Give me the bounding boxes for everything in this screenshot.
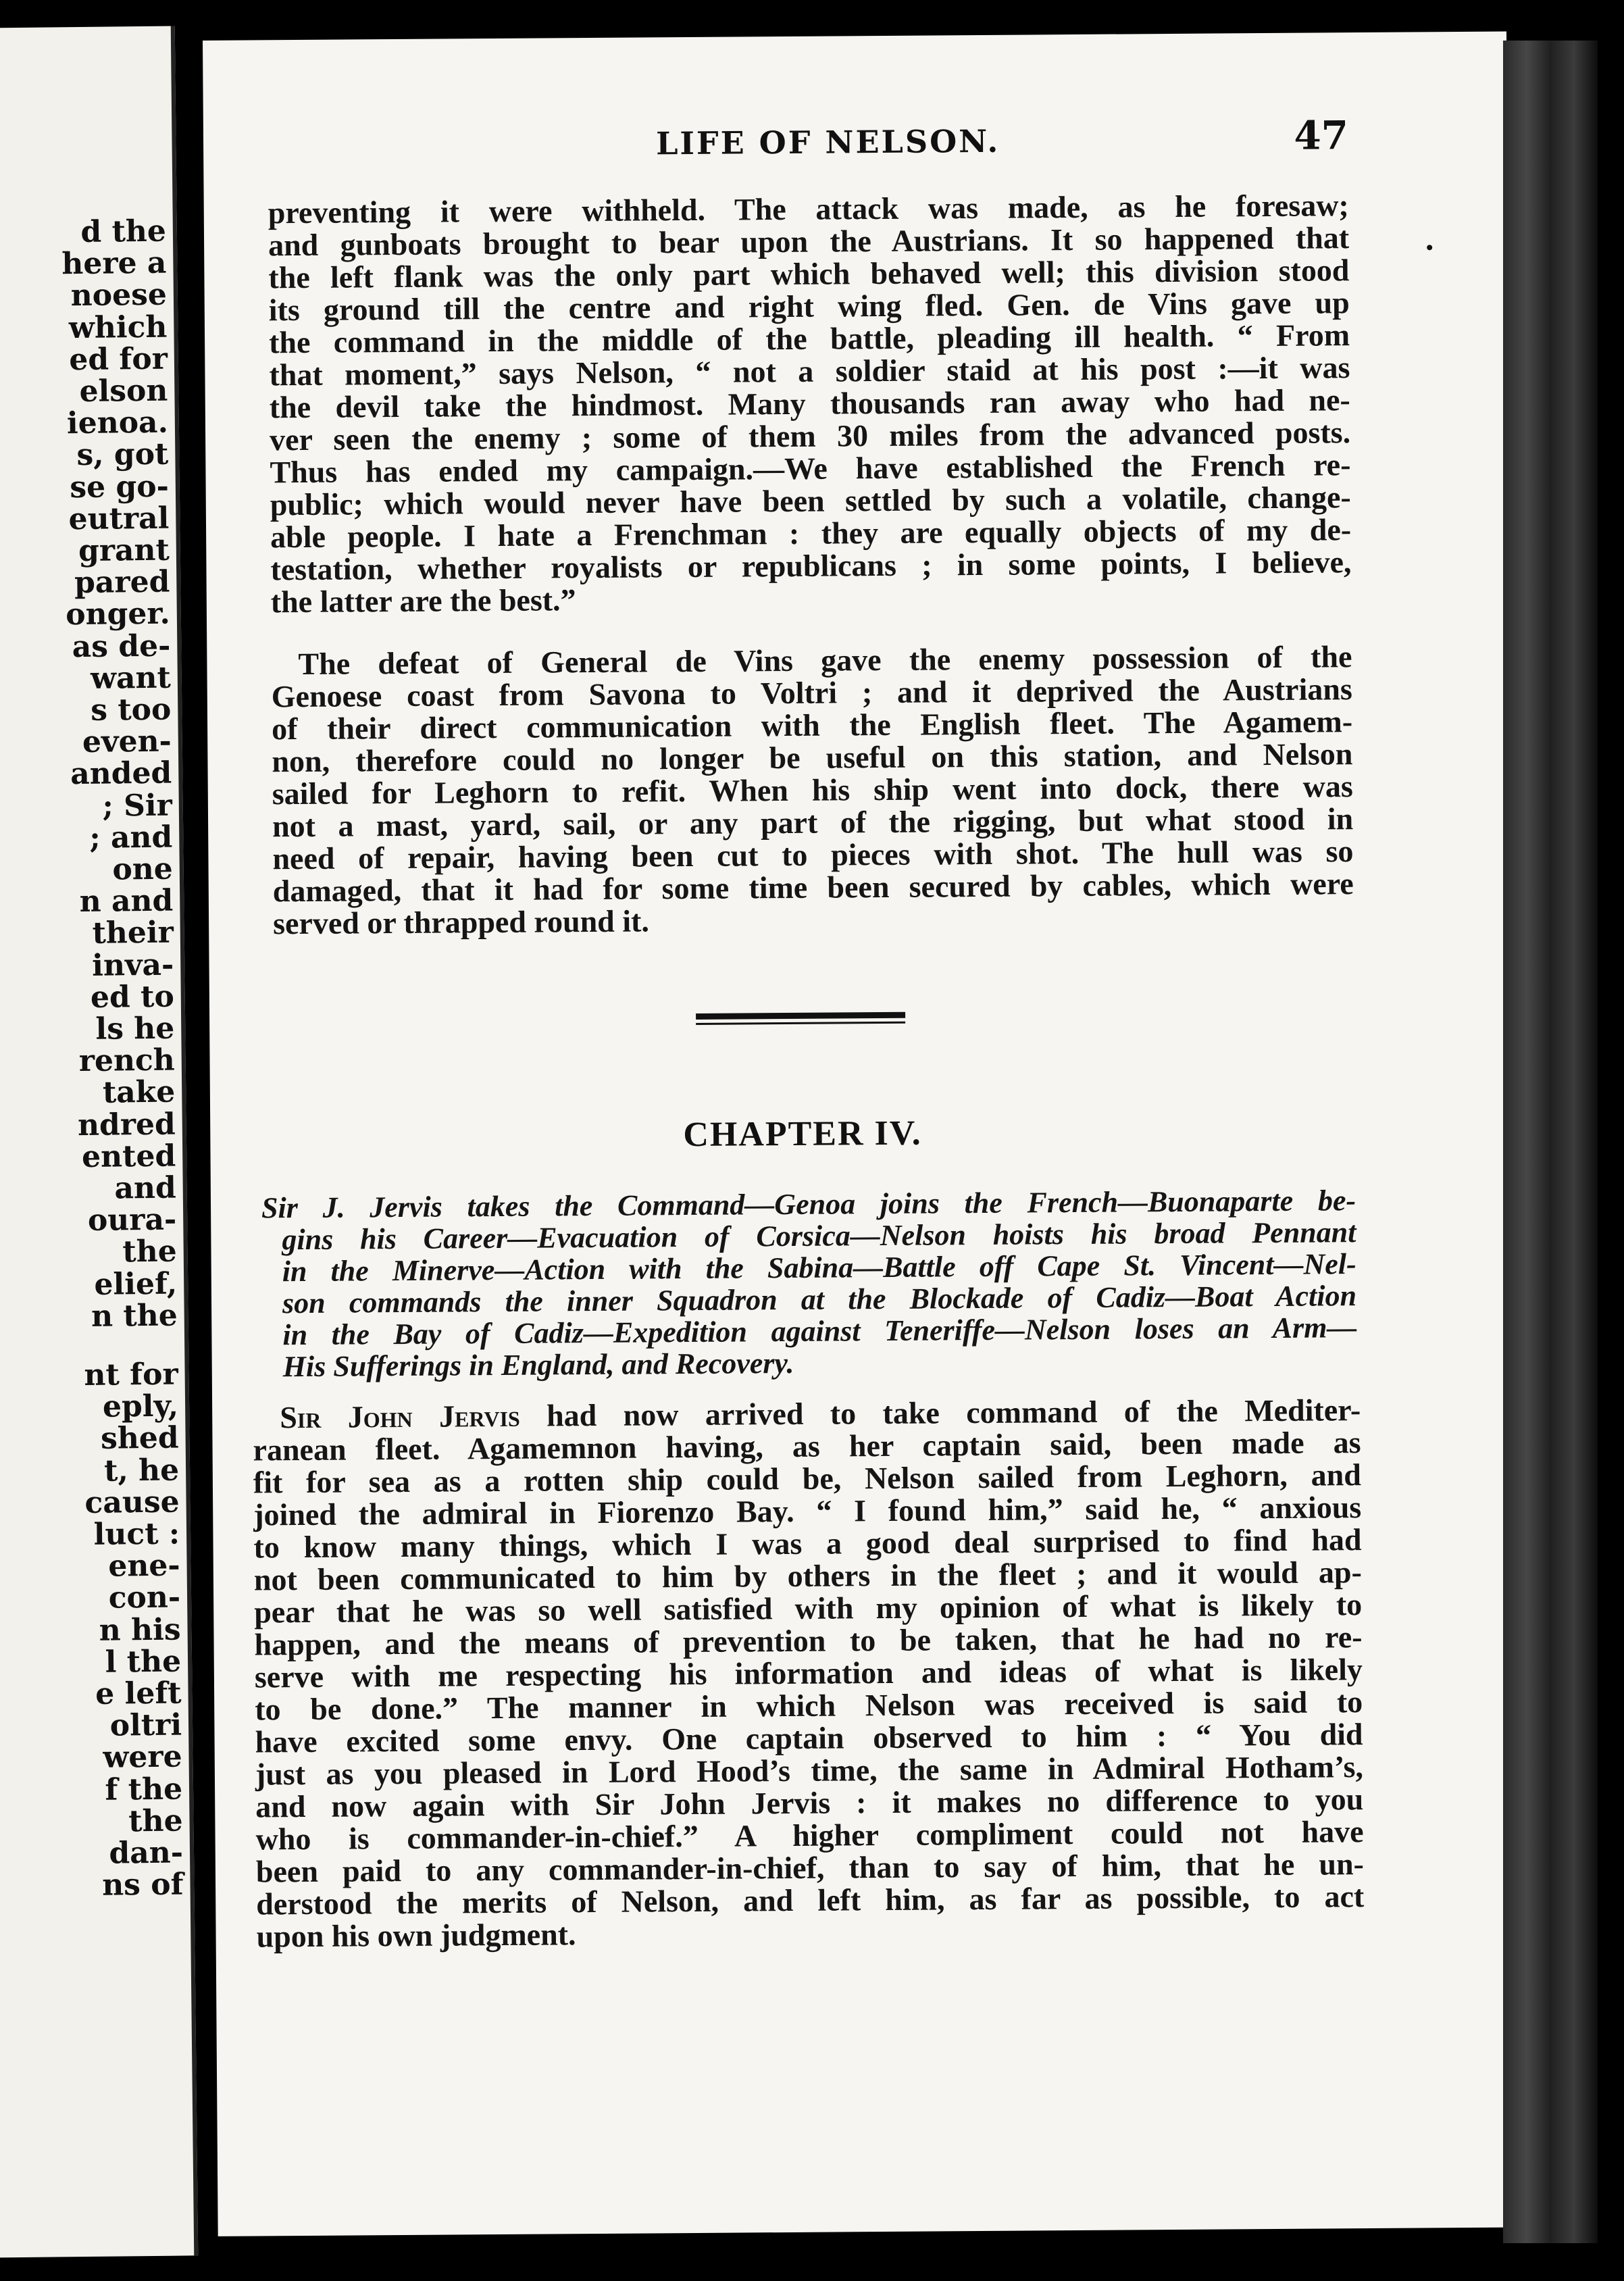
- paragraph-line: testation, whether royalists or republicans ; in some points, I believe,: [270, 545, 1352, 587]
- paragraph-line: upon his own judgment.: [256, 1917, 576, 1954]
- left-page-fragment: and: [114, 1170, 176, 1206]
- paragraph-line: ver seen the enemy ; some of them 30 miles from the advanced posts.: [269, 415, 1351, 457]
- paragraph-line: to know many things, which I was a good deal surprised to find had: [253, 1522, 1362, 1565]
- paragraph-line: able people. I hate a Frenchman : they are equally objects of my de-: [270, 512, 1352, 555]
- paragraph-line: to be done.” The manner in which Nelson was received is said to: [255, 1684, 1363, 1727]
- paragraph-3: [253, 1394, 1365, 1953]
- paragraph-line: The defeat of General de Vins gave the enemy possession of the: [298, 639, 1352, 682]
- left-page-fragment: the: [122, 1234, 177, 1270]
- left-page-fragment: anded: [70, 755, 172, 792]
- left-page-fragment: inva-: [91, 947, 174, 983]
- paragraph-1: [268, 189, 1352, 618]
- chapter-summary-line: Sir J. Jervis takes the Command—Genoa joins the French—Buonaparte be-: [261, 1184, 1356, 1225]
- page-number: 47: [1294, 112, 1349, 159]
- chapter-heading: CHAPTER IV.: [683, 1113, 922, 1155]
- running-head: LIFE OF NELSON.: [655, 122, 1000, 162]
- paragraph-line: the command in the middle of the battle, pleading ill health. “ From: [268, 318, 1350, 360]
- left-page-fragment: ed for: [69, 341, 168, 377]
- left-page-fragment: dan-: [109, 1835, 184, 1871]
- paragraph-line: sailed for Leghorn to refit. When his ship went into dock, there was: [272, 769, 1353, 811]
- left-page-fragment: luct :: [93, 1516, 180, 1552]
- left-page-fragment: here a: [61, 245, 167, 282]
- paragraph-line: who is commander-in-chief.” A higher compliment could not have: [255, 1814, 1364, 1857]
- left-page-fragment: ; Sir: [102, 788, 173, 824]
- left-page-fragment: grant: [78, 532, 170, 569]
- left-page-fragment: eutral: [68, 501, 170, 536]
- left-page-fragment: se go-: [70, 469, 170, 505]
- chapter-summary-line: His Sufferings in England, and Recovery.: [282, 1346, 794, 1384]
- left-page-fragment: one: [112, 851, 174, 887]
- chapter-summary-line: gins his Career—Evacuation of Corsica—Nelson hoists his broad Pennant: [282, 1215, 1356, 1257]
- paragraph-line: its ground till the centre and right wing fled. Gen. de Vins gave up: [268, 285, 1350, 328]
- left-page-fragment: ienoa.: [66, 405, 169, 441]
- left-page-fragment: f the: [105, 1772, 183, 1807]
- left-page-fragment: noese: [70, 278, 168, 314]
- paragraph-2: [271, 641, 1354, 940]
- left-page-fragment: elief,: [94, 1266, 178, 1302]
- left-page-fragment: ndred: [77, 1107, 176, 1143]
- left-facing-page: [0, 26, 198, 2257]
- paragraph-line: damaged, that it had for some time been secured by cables, which were: [272, 866, 1354, 909]
- paragraph-line: need of repair, having been cut to pieces with shot. The hull was so: [272, 834, 1354, 876]
- left-page-fragment: d the: [80, 214, 167, 249]
- page-edge-shadow: [1503, 41, 1598, 2243]
- left-page-fragment: ed to: [90, 979, 175, 1015]
- left-page-fragment: ls he: [95, 1011, 175, 1047]
- left-page-fragment: pared: [74, 564, 170, 601]
- left-page-fragment: n his: [99, 1612, 181, 1648]
- paragraph-line: and gunboats brought to bear upon the Austrians. It so happened that: [268, 220, 1350, 263]
- left-page-fragment: ented: [81, 1138, 176, 1174]
- left-page-fragment: n the: [91, 1298, 178, 1334]
- left-page-fragment: were: [103, 1739, 182, 1776]
- paragraph-line: fit for sea as a rotten ship could be, Nelson sailed from Leghorn, and: [253, 1457, 1362, 1500]
- paragraph-line: served or thrapped round it.: [272, 903, 650, 941]
- left-page-fragment: oltri: [109, 1707, 182, 1743]
- left-page-fragment: their: [92, 915, 174, 951]
- left-page-fragment: l the: [105, 1644, 182, 1680]
- left-page-fragment: n and: [79, 883, 174, 920]
- paragraph-line: preventing it were withheld. The attack was made, as he foresaw;: [268, 188, 1349, 230]
- left-page-fragment: e left: [95, 1676, 182, 1711]
- left-page-fragment: the: [128, 1803, 183, 1839]
- paragraph-line: the devil take the hindmost. Many thousands ran away who had ne-: [269, 382, 1350, 425]
- book-page: [203, 32, 1522, 2236]
- left-page-fragment: as de-: [72, 628, 171, 664]
- paragraph-line: not a mast, yard, sail, or any part of the rigging, but what stood in: [272, 801, 1354, 844]
- paragraph-line: that moment,” says Nelson, “ not a soldier staid at his post :—it was: [269, 350, 1350, 393]
- paragraph-line: not been communicated to him by others in the fleet ; and it would ap-: [253, 1555, 1363, 1597]
- ink-speck: [1427, 245, 1432, 250]
- left-page-fragment: elson: [79, 373, 168, 409]
- paragraph-line: have excited some envy. One captain observed to him : “ You did: [255, 1717, 1363, 1759]
- paragraph-first-line-text: had now arrived to take command of the Mediter-: [519, 1393, 1361, 1433]
- paragraph-line: serve with me respecting his information and ideas of what is likely: [254, 1652, 1363, 1695]
- paragraph-line: happen, and the means of prevention to be taken, that he had no re-: [254, 1620, 1363, 1662]
- left-page-fragment: t, he: [103, 1453, 180, 1488]
- left-page-fragment: ; and: [89, 820, 173, 855]
- left-page-fragment: oura-: [87, 1202, 177, 1238]
- paragraph-line: and now again with Sir John Jervis : it makes no difference to you: [255, 1782, 1364, 1824]
- left-page-fragment: ns of: [101, 1867, 184, 1903]
- paragraph-line: ranean fleet. Agamemnon having, as her captain said, been made as: [253, 1425, 1361, 1468]
- paragraph-line: joined the admiral in Fiorenzo Bay. “ I found him,” said he, “ anxious: [253, 1490, 1362, 1532]
- paragraph-lead-words: Sir John Jervis: [280, 1398, 520, 1435]
- section-divider-rule: [696, 1012, 905, 1028]
- paragraph-line: non, therefore could no longer be useful on this station, and Nelson: [272, 736, 1353, 779]
- chapter-summary-line: son commands the inner Squadron at the Blockade of Cadiz—Boat Action: [282, 1279, 1357, 1320]
- left-page-fragment: cause: [84, 1484, 180, 1520]
- left-page-fragment: ene-: [108, 1548, 180, 1584]
- paragraph-line: pear that he was so well satisfied with my opinion of what is likely to: [254, 1587, 1363, 1630]
- left-page-fragment: onger.: [66, 597, 171, 632]
- paragraph-line: Thus has ended my campaign.—We have established the French re-: [270, 447, 1351, 490]
- paragraph-line: just as you pleased in Lord Hood’s time, the same in Admiral Hotham’s,: [255, 1749, 1364, 1792]
- left-page-fragment: s, got: [76, 437, 169, 473]
- left-page-fragment: even-: [82, 724, 172, 760]
- left-page-fragment: eply,: [102, 1388, 179, 1424]
- paragraph-line: the latter are the best.”: [270, 582, 576, 620]
- left-page-fragment: rench: [78, 1043, 176, 1079]
- paragraph-line: the left flank was the only part which behaved well; this division stood: [268, 253, 1350, 295]
- paragraph-line: of their direct communication with the English fleet. The Agamem-: [271, 704, 1353, 747]
- left-page-fragment: want: [90, 660, 172, 696]
- paragraph-line: Genoese coast from Savona to Voltri ; and it deprived the Austrians: [271, 672, 1352, 714]
- left-page-fragment: shed: [100, 1420, 179, 1457]
- paragraph-line: been paid to any commander-in-chief, than to say of him, that he un-: [255, 1847, 1365, 1889]
- left-page-fragment: s too: [90, 692, 172, 728]
- chapter-summary: [261, 1184, 1357, 1382]
- paragraph-line: public; which would never have been settled by such a volatile, change-: [270, 480, 1351, 522]
- left-page-fragment: nt for: [84, 1357, 178, 1393]
- paragraph-line: derstood the merits of Nelson, and left him, as far as possible, to act: [256, 1879, 1365, 1922]
- chapter-summary-line: in the Bay of Cadiz—Expedition against Teneriffe—Nelson loses an Arm—: [282, 1311, 1357, 1352]
- left-page-fragment: take: [102, 1074, 176, 1111]
- left-page-fragment: con-: [108, 1580, 181, 1616]
- left-page-fragment: which: [68, 309, 168, 345]
- chapter-summary-line: in the Minerve—Action with the Sabina—Battle off Cape St. Vincent—Nel-: [282, 1247, 1356, 1288]
